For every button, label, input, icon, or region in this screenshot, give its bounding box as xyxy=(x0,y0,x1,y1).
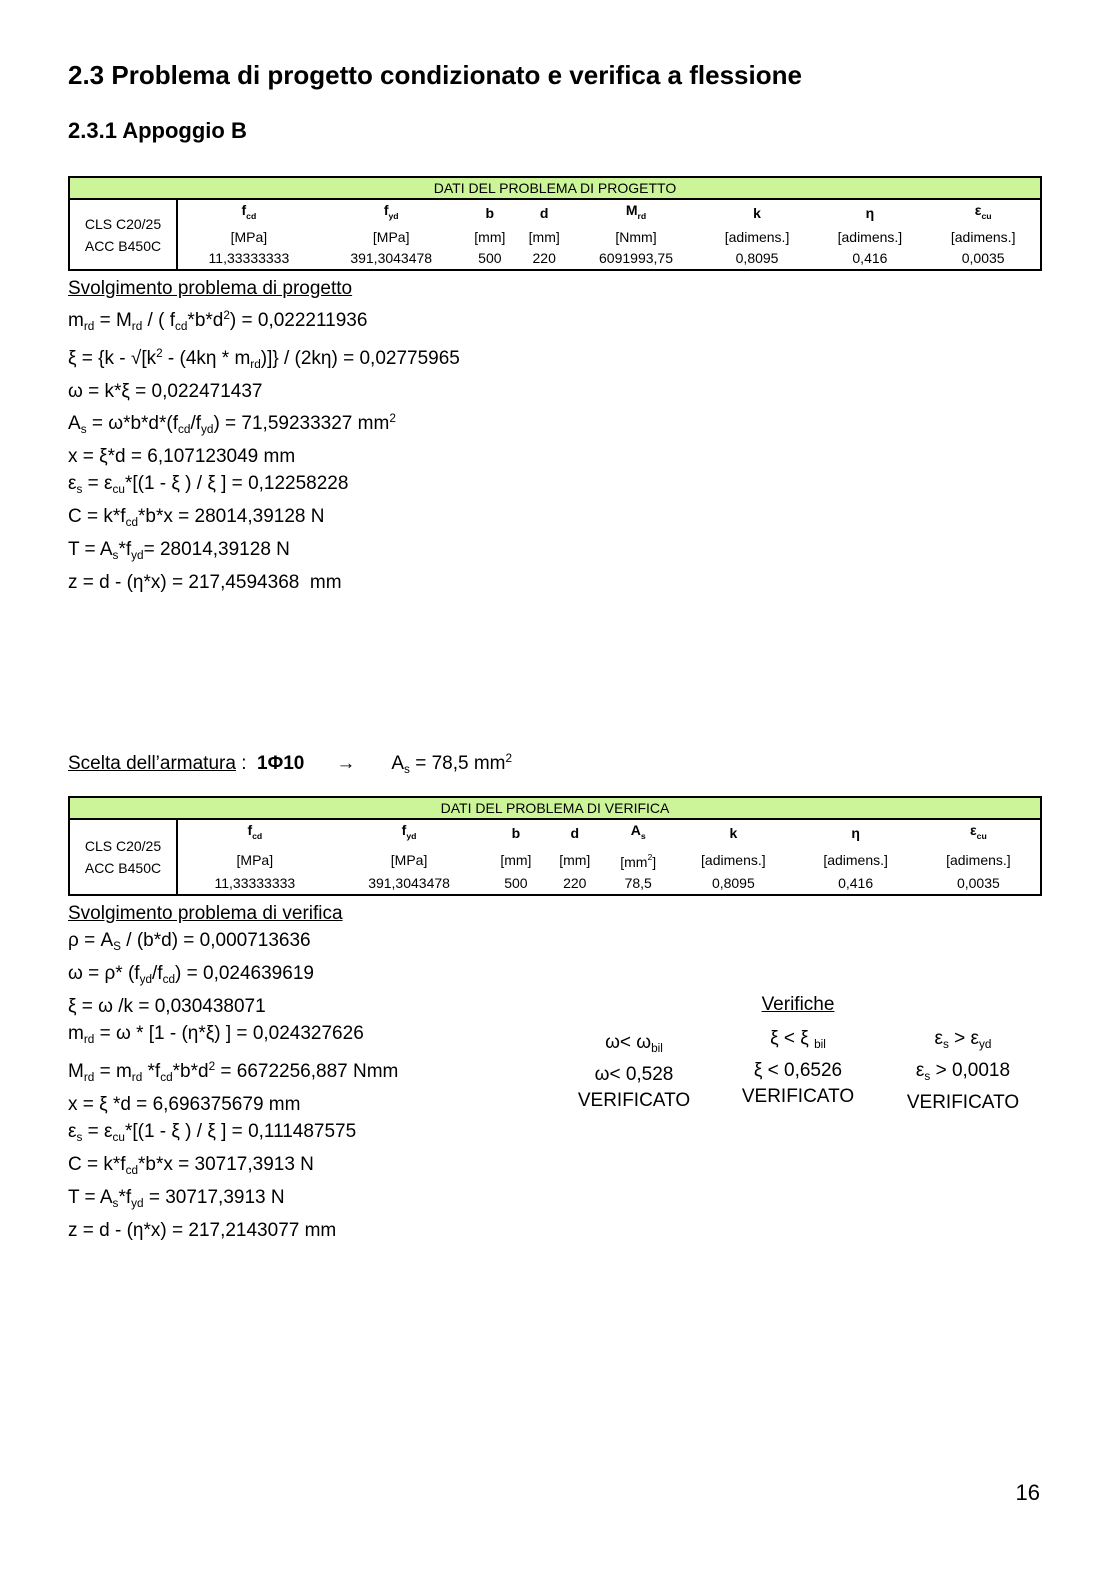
symbol-fcd: $f_{cd}$ xyxy=(241,202,257,221)
calc-verifica xyxy=(68,900,398,1244)
value-cell: 500 xyxy=(486,873,545,895)
status-badge: VERIFICATO xyxy=(741,1086,855,1107)
symbol-eta: η xyxy=(865,205,875,221)
value-cell: 220 xyxy=(517,248,571,270)
unit-cell: [MPa] xyxy=(372,229,410,245)
calc-progetto-heading: Svolgimento problema di progetto xyxy=(68,278,353,299)
unit-cell: [mm] xyxy=(474,229,506,245)
formula-z: z = d - (η*x) = 217,4594368 mm xyxy=(68,572,342,593)
symbol-Mrd: $M_{rd}$ xyxy=(625,202,647,221)
formula-z: z = d - (η*x) = 217,2143077 mm xyxy=(68,1220,337,1241)
unit-cell: [adimens.] xyxy=(837,229,903,245)
unit-cell: [adimens.] xyxy=(724,229,790,245)
formula-eps-s: $\varepsilon_s = \varepsilon_{cu}*[(1 - \xi$ ) / ξ ] = 0,111487575 xyxy=(68,1121,357,1144)
calc-verifica-heading: Svolgimento problema di verifica xyxy=(68,903,343,924)
symbol-k: k xyxy=(729,825,738,841)
value-cell: 0,416 xyxy=(794,873,916,895)
formula-T: $T = A_s*f_{yd} = 30717,3913$ N xyxy=(68,1187,285,1210)
unit-cell: [mm] xyxy=(559,851,591,868)
value-cell: 0,8095 xyxy=(672,873,794,895)
unit-cell: [MPa] xyxy=(230,229,268,245)
symbol-epscu: $\varepsilon_{cu}$ xyxy=(926,199,1041,227)
unit-cell: $[mm^2]$ xyxy=(620,852,657,870)
subsection-title: 2.3.1 Appoggio B xyxy=(68,118,247,143)
unit-cell: [adimens.] xyxy=(917,847,1041,873)
section-title: 2.3 Problema di progetto condizionato e verifica a flessione xyxy=(68,60,802,90)
unit-cell: [adimens.] xyxy=(823,851,888,868)
formula-omega: ω = ρ* $(f_{yd}/f_{cd}) = 0,024639619$ xyxy=(68,963,314,986)
unit-cell: [MPa] xyxy=(236,851,274,868)
table-progetto-title: DATI DEL PROBLEMA DI PROGETTO xyxy=(69,177,1041,199)
value-cell: 11,33333333 xyxy=(177,248,320,270)
table-verifica-title: DATI DEL PROBLEMA DI VERIFICA xyxy=(69,797,1041,819)
value-cell: 6091993,75 xyxy=(571,248,700,270)
calc-progetto xyxy=(68,275,460,596)
value-cell: 78,5 xyxy=(604,873,672,895)
symbol-d: d xyxy=(570,825,580,841)
formula-xi: ξ = ω /k = 0,030438071 xyxy=(68,996,266,1017)
symbol-b: b xyxy=(511,825,521,841)
symbol-fyd: $f_{yd}$ xyxy=(401,822,417,841)
formula-T: $T = A_s*f_{yd}= 28014,39128$ N xyxy=(68,539,290,562)
unit-cell: [adimens.] xyxy=(926,227,1041,248)
symbol-fyd: $f_{yd}$ xyxy=(383,202,399,221)
material-steel: ACC B450C xyxy=(84,237,162,254)
value-cell: 0,8095 xyxy=(701,248,814,270)
value-cell: 391,3043478 xyxy=(320,248,463,270)
unit-cell: [mm] xyxy=(528,229,560,245)
scelta-bars: 1Φ10 xyxy=(257,753,305,774)
page-number: 16 xyxy=(1015,1480,1040,1505)
materials-cell xyxy=(69,199,177,270)
formula-mrd: $m_{rd} = \omega * [1 - (\eta*\xi)$ ] = 0,024327626 xyxy=(68,1023,364,1046)
value-cell: 500 xyxy=(463,248,517,270)
scelta-armatura: Scelta dell’armatura : $1\Phi 10 \to A_s = 78,5$ $mm^2$ xyxy=(68,752,513,776)
symbol-eta: η xyxy=(851,825,860,841)
symbol-b: b xyxy=(485,205,495,221)
symbol-As: $A_s$ xyxy=(630,822,646,841)
unit-cell: [adimens.] xyxy=(701,851,766,868)
value-cell: 0,0035 xyxy=(926,248,1041,270)
symbol-epscu: $\varepsilon_{cu}$ xyxy=(917,819,1041,847)
formula-mrd: $m_{rd} = M_{rd}$ / ( $f_{cd}*b*d^2) = 0,022211936$ xyxy=(68,309,368,333)
formula-x: x = ξ *d = 6,696375679 mm xyxy=(68,1094,301,1115)
value-cell: 0,0035 xyxy=(917,873,1041,895)
unit-cell: [MPa] xyxy=(390,851,428,868)
scelta-label: Scelta dell’armatura xyxy=(68,753,236,774)
formula-omega: ω = k*ξ = 0,022471437 xyxy=(68,381,263,402)
formula-Mrd: $M_{rd} = m_{rd}$ $*f_{cd}*b*d^2 = 6672256,887$ Nmm xyxy=(68,1060,399,1084)
formula-eps-s: $\varepsilon_s = \varepsilon_{cu}*[(1 - \xi$ ) / ξ ] = 0,12258228 xyxy=(68,473,349,496)
verifica-eps: $\varepsilon_s > \varepsilon_{yd}$ $\varepsilon_s > 0,0018$ VERIFICATO xyxy=(883,1026,1043,1116)
scelta-colon: : xyxy=(235,753,258,774)
value-cell: 11,33333333 xyxy=(177,873,332,895)
unit-cell: [mm] xyxy=(500,851,532,868)
material-concrete: CLS C20/25 xyxy=(84,838,162,854)
material-concrete: CLS C20/25 xyxy=(84,215,162,232)
table-progetto xyxy=(68,176,1042,271)
verifiche-heading: Verifiche xyxy=(761,994,835,1015)
scelta-As: 78,5 xyxy=(431,753,469,774)
value-cell: 220 xyxy=(545,873,604,895)
verifica-xi: ξ < ξ $_{bil}$ ξ < 0,6526 VERIFICATO xyxy=(718,1026,878,1110)
materials-cell xyxy=(69,819,177,895)
formula-C: $C = k*f_{cd}*b*x = 28014,39128$ N xyxy=(68,506,325,529)
material-steel: ACC B450C xyxy=(84,860,162,876)
formula-As: $A_s = \omega*b*d*(f_{cd}/f_{yd}) = 71,59233327$ $mm^2$ xyxy=(68,412,396,436)
formula-xi: $\xi = \{k - √[k^2 - (4k\eta * m_{rd})]\} / (2k\eta) = 0,02775965$ xyxy=(68,347,460,371)
formula-C: $C = k*f_{cd}*b*x = 30717,3913$ N xyxy=(68,1154,314,1177)
arrow-icon: → xyxy=(336,753,356,774)
verifica-omega: $\omega< \omega_{bil}$ ω< 0,528 VERIFICATO xyxy=(554,1030,714,1114)
formula-rho: $\rho = A_S / (b*d) = 0,000713636$ xyxy=(68,930,311,953)
symbol-k: k xyxy=(753,205,761,221)
symbol-fcd: $f_{cd}$ xyxy=(247,822,263,841)
value-cell: 391,3043478 xyxy=(332,873,487,895)
symbol-d: d xyxy=(539,205,549,221)
formula-x: x = ξ*d = 6,107123049 mm xyxy=(68,446,296,467)
table-verifica xyxy=(68,796,1042,896)
status-badge: VERIFICATO xyxy=(577,1090,691,1111)
value-cell: 0,416 xyxy=(813,248,926,270)
unit-cell: [Nmm] xyxy=(615,229,657,245)
status-badge: VERIFICATO xyxy=(906,1092,1020,1113)
